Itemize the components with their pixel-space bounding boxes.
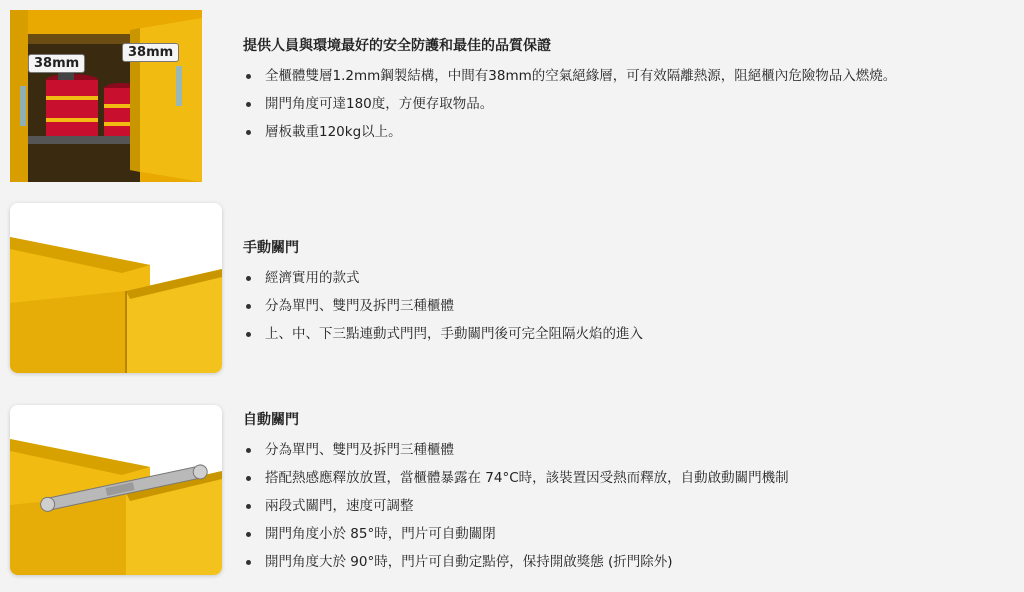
auto-door-image — [10, 405, 222, 575]
dimension-label-left: 38mm — [28, 54, 85, 73]
section-auto-text — [243, 410, 789, 576]
list-item: 開門角度可達180度，方便存取物品。 — [243, 90, 896, 118]
list-item: 兩段式關門，速度可調整 — [243, 492, 789, 520]
list-item: 搭配熱感應釋放放置，當櫃體暴露在 74°C時，該裝置因受熱而釋放，自動啟動關門機制 — [243, 464, 789, 492]
list-item: 全櫃體雙層1.2mm鋼製結構，中間有38mm的空氣絕緣層，可有效隔離熱源，阻絕櫃內危險物品入燃燒。 — [243, 62, 896, 90]
feature-list — [243, 264, 643, 348]
section-heading: 自動關門 — [243, 412, 299, 428]
section-heading: 手動關門 — [243, 240, 299, 256]
list-item: 分為單門、雙門及拆門三種櫃體 — [243, 292, 643, 320]
section-safety-text — [243, 36, 896, 146]
list-item: 經濟實用的款式 — [243, 264, 643, 292]
section-manual-text — [243, 238, 643, 348]
list-item: 上、中、下三點連動式門閂，手動關門後可完全阻隔火焰的進入 — [243, 320, 643, 348]
manual-door-image — [10, 203, 222, 373]
feature-list — [243, 436, 789, 576]
list-item: 層板載重120kg以上。 — [243, 118, 896, 146]
feature-list — [243, 62, 896, 146]
list-item: 開門角度小於 85°時，門片可自動關閉 — [243, 520, 789, 548]
cabinet-insulation-image — [10, 10, 202, 182]
section-heading: 提供人員與環境最好的安全防護和最佳的品質保證 — [243, 38, 551, 54]
dimension-label-right: 38mm — [122, 43, 179, 62]
list-item: 分為單門、雙門及拆門三種櫃體 — [243, 436, 789, 464]
list-item: 開門角度大於 90°時，門片可自動定點停，保持開啟獎態 (折門除外) — [243, 548, 789, 576]
